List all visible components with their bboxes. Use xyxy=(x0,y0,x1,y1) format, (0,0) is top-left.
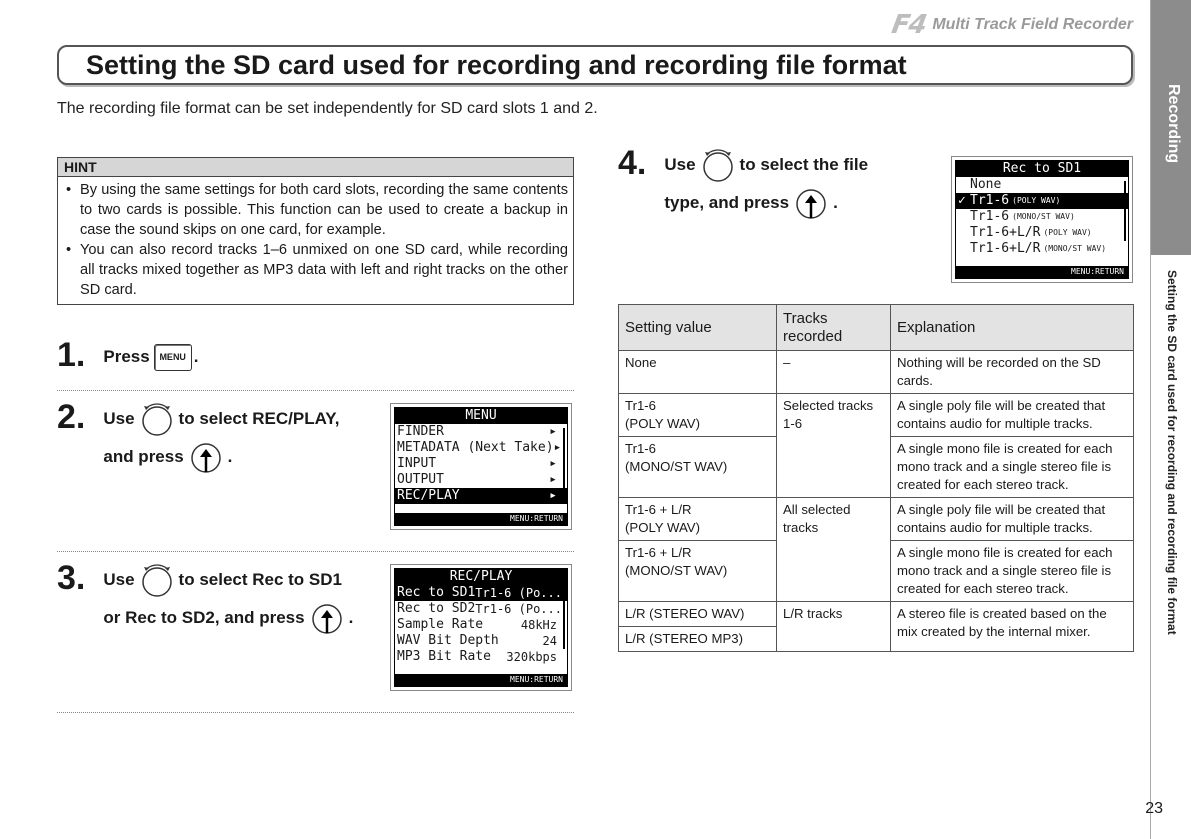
screen-row: Sample Rate 48kHz xyxy=(397,617,557,632)
step-number: 2. xyxy=(57,398,86,436)
scrollbar xyxy=(1124,181,1126,241)
hint-list xyxy=(58,177,573,304)
screen-row: None xyxy=(970,177,1002,192)
step-text-pre: Use xyxy=(103,409,135,428)
screen-footer: MENU:RETURN xyxy=(956,266,1128,278)
table-cell: – xyxy=(777,351,891,394)
table-cell: A single poly file will be created that contains audio for multiple tracks. xyxy=(891,394,1134,437)
sidebar xyxy=(1150,0,1191,839)
step-number: 4. xyxy=(618,144,647,182)
screen-title: REC/PLAY xyxy=(395,569,567,585)
table-cell: All selected tracks xyxy=(777,498,891,602)
table-cell: Tr1-6 + L/R (POLY WAV) xyxy=(619,498,777,541)
step-text-post: to select Rec to SD1 xyxy=(178,570,342,589)
step-text-post: . xyxy=(193,347,199,366)
table-cell: L/R (STEREO WAV) xyxy=(619,602,777,627)
hint-title: HINT xyxy=(58,158,573,177)
table-cell: A stereo file is created based on the mix created by the internal mixer. xyxy=(891,602,1134,652)
sidebar-tab-recording[interactable] xyxy=(1151,0,1191,255)
screen-row-selected: REC/PLAY ▸ xyxy=(395,488,567,504)
scrollbar xyxy=(563,428,565,488)
screen-title: MENU xyxy=(395,408,567,424)
step-text xyxy=(103,400,339,476)
step-text-post: . xyxy=(348,608,354,627)
step-text-pre: Use xyxy=(103,570,135,589)
check-icon: ✓ xyxy=(958,193,966,208)
table-row xyxy=(619,498,1134,541)
hint-box xyxy=(57,157,574,305)
table-row xyxy=(619,351,1134,394)
page-title-box xyxy=(57,45,1133,85)
divider xyxy=(57,390,574,391)
step-text-pre: Press xyxy=(103,347,150,366)
step-text-pre: or Rec to SD2, and press xyxy=(103,608,305,627)
screen-row: INPUT ▸ xyxy=(397,456,557,471)
step-1 xyxy=(57,338,198,376)
table-cell: L/R tracks xyxy=(777,602,891,652)
screen-row: Tr1-6+L/R (MONO/ST WAV) xyxy=(970,241,1107,256)
table-cell: L/R (STEREO MP3) xyxy=(619,627,777,652)
table-cell: Tr1-6 (MONO/ST WAV) xyxy=(619,437,777,498)
step-text-post: to select the file xyxy=(739,155,869,174)
dial-icon xyxy=(701,147,735,183)
step-4 xyxy=(618,146,868,222)
hint-item: • By using the same settings for both card slots, recording the same contents to two cards is possible. This function can be used to create a backup in case the sound skips on one card, for example. xyxy=(64,180,568,240)
screen-title: Rec to SD1 xyxy=(956,161,1128,177)
screen-row: WAV Bit Depth 24 xyxy=(397,633,557,648)
step-text-post: . xyxy=(227,447,233,466)
intro-text: The recording file format can be set independently for SD card slots 1 and 2. xyxy=(57,100,598,117)
scrollbar xyxy=(563,589,565,649)
sidebar-section-label: Setting the SD card used for recording and recording file format xyxy=(1165,270,1179,635)
step-number: 3. xyxy=(57,559,86,597)
table-row xyxy=(619,394,1134,437)
sidebar-tab-label: Recording xyxy=(1165,84,1182,164)
table-header: Setting value xyxy=(619,305,777,351)
screen-row: Rec to SD2 Tr1-6 (Po... xyxy=(397,601,562,616)
dial-icon xyxy=(140,562,174,598)
step-text-pre: and press xyxy=(103,447,184,466)
screen-row-selected: ✓ Tr1-6 (POLY WAV) xyxy=(956,193,1128,209)
step-text-pre: type, and press xyxy=(664,193,790,212)
step-text-post: to select REC/PLAY, xyxy=(178,409,340,428)
table-header: Tracks recorded xyxy=(777,305,891,351)
table-row xyxy=(619,602,1134,627)
page-title: Setting the SD card used for recording and recording file format xyxy=(86,49,907,80)
header-brand xyxy=(889,10,1133,40)
table-cell: A single mono file is created for each mono track and a single stereo file is created for each stereo track. xyxy=(891,541,1134,602)
screen-row-selected: Rec to SD1 Tr1-6 (Po... xyxy=(395,585,567,601)
screen-footer: MENU:RETURN xyxy=(395,513,567,525)
table-cell: A single poly file will be created that contains audio for multiple tracks. xyxy=(891,498,1134,541)
press-dial-icon xyxy=(794,185,828,221)
press-dial-icon xyxy=(310,600,344,636)
press-dial-icon xyxy=(189,439,223,475)
step-2 xyxy=(57,400,339,476)
screen-footer: MENU:RETURN xyxy=(395,674,567,686)
step-number: 1. xyxy=(57,336,86,374)
table-cell: None xyxy=(619,351,777,394)
step-text-post: . xyxy=(833,193,838,212)
page-number: 23 xyxy=(1145,800,1163,817)
table-cell: A single mono file is created for each mono track and a single stereo file is created for each stereo track. xyxy=(891,437,1134,498)
table-cell: Tr1-6 (POLY WAV) xyxy=(619,394,777,437)
screen-row: MP3 Bit Rate 320kbps xyxy=(397,649,557,664)
table-cell: Tr1-6 + L/R (MONO/ST WAV) xyxy=(619,541,777,602)
dial-icon xyxy=(140,401,174,437)
step-text xyxy=(664,146,868,222)
table-cell: Nothing will be recorded on the SD cards. xyxy=(891,351,1134,394)
brand-logo: F4 xyxy=(889,10,929,40)
table-header: Explanation xyxy=(891,305,1134,351)
screen-menu xyxy=(390,403,572,530)
step-text xyxy=(103,561,353,637)
screen-row: Tr1-6+L/R (POLY WAV) xyxy=(970,225,1092,240)
screen-row: METADATA (Next Take) ▸ xyxy=(397,440,562,455)
screen-row: FINDER ▸ xyxy=(397,424,557,439)
screen-rec-to-sd1 xyxy=(951,156,1133,283)
step-3 xyxy=(57,561,353,637)
brand-subtitle: Multi Track Field Recorder xyxy=(932,16,1133,33)
divider xyxy=(57,551,574,552)
settings-table xyxy=(618,304,1134,652)
hint-item: • You can also record tracks 1–6 unmixed on one SD card, while recording all tracks mixed together as MP3 data with left and right tracks on the other SD card. xyxy=(64,240,568,300)
table-header-row xyxy=(619,305,1134,351)
screen-row: OUTPUT ▸ xyxy=(397,472,557,487)
table-cell: Selected tracks 1-6 xyxy=(777,394,891,498)
screen-recplay xyxy=(390,564,572,691)
divider xyxy=(57,712,574,713)
screen-row: Tr1-6 (MONO/ST WAV) xyxy=(970,209,1075,224)
step-text-pre: Use xyxy=(664,155,696,174)
step-text xyxy=(103,338,198,376)
menu-key-icon: MENU xyxy=(154,344,192,371)
